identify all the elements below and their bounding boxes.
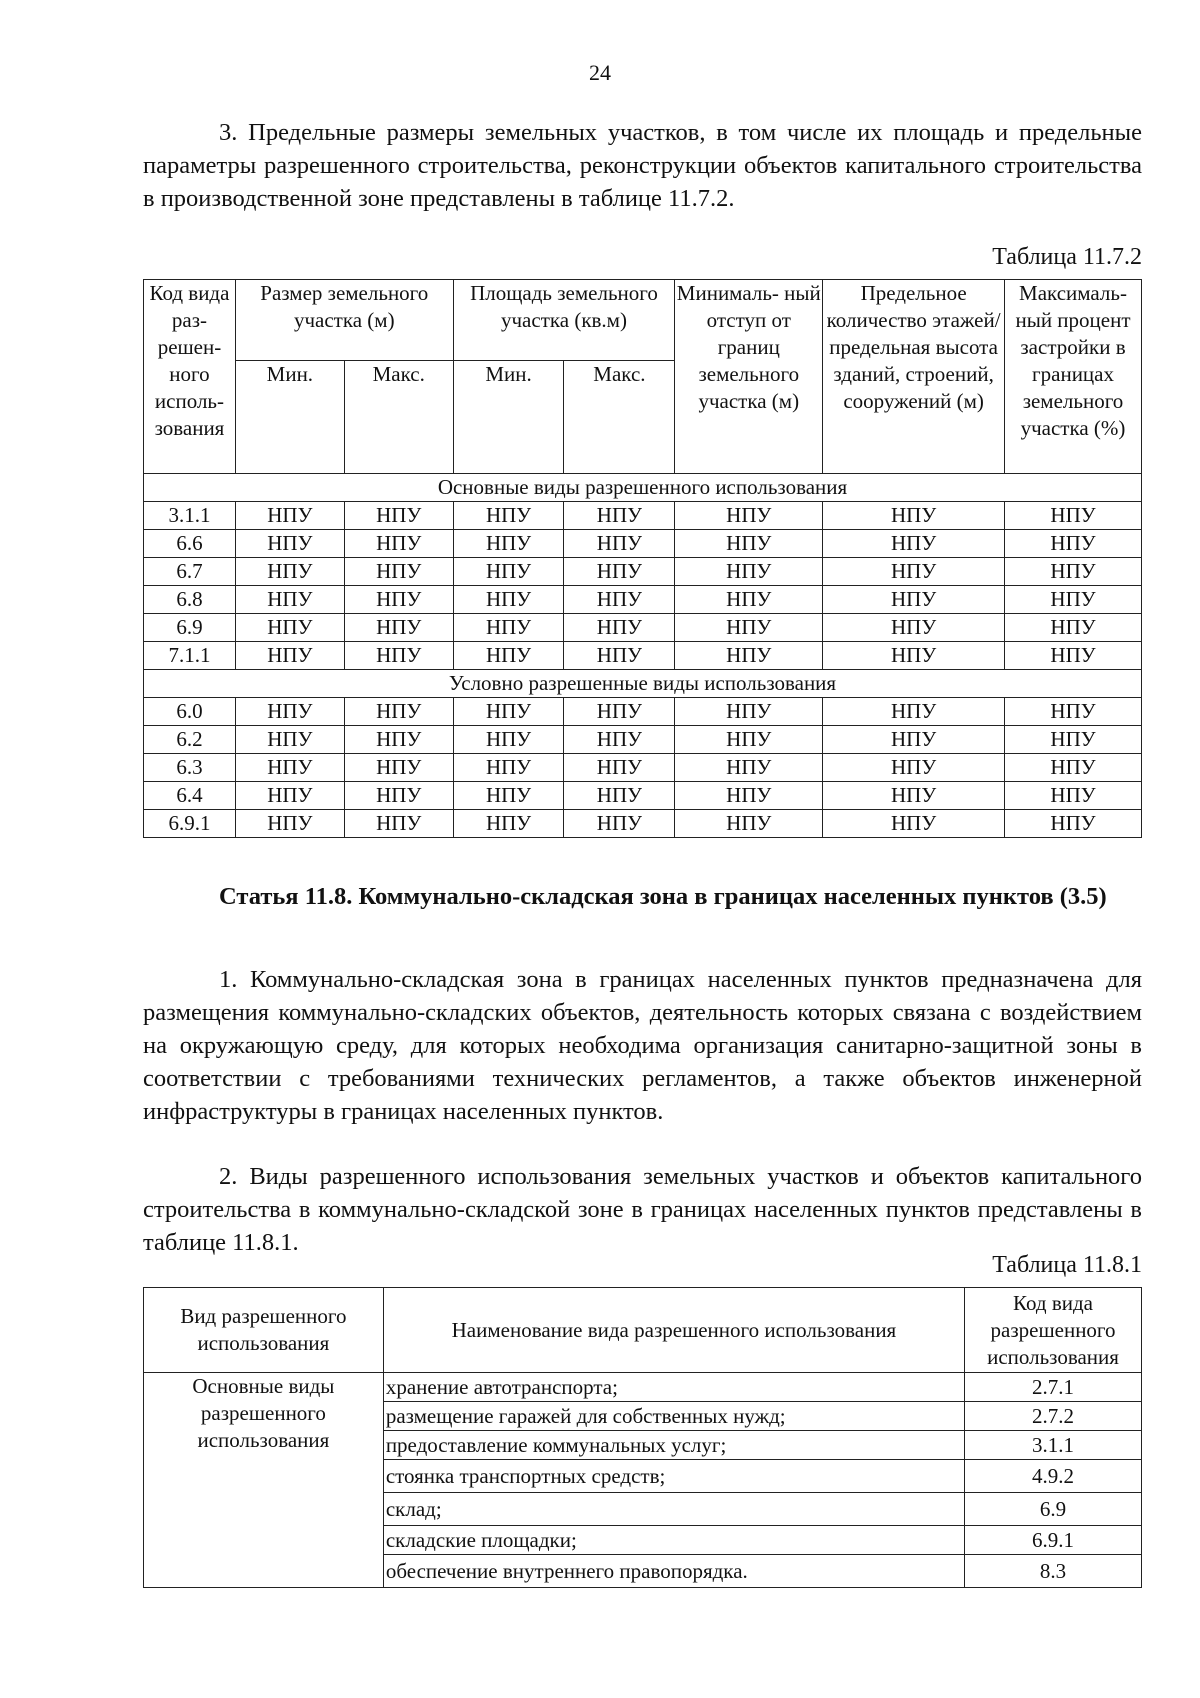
cell: НПУ: [675, 642, 823, 670]
category-main: Основные виды разрешенного использования: [144, 1373, 384, 1588]
cell: НПУ: [823, 586, 1005, 614]
row-code: 6.0: [144, 698, 236, 726]
cell: НПУ: [1005, 530, 1142, 558]
cell: НПУ: [564, 642, 675, 670]
use-code: 3.1.1: [965, 1431, 1142, 1460]
cell: НПУ: [823, 530, 1005, 558]
cell: НПУ: [823, 502, 1005, 530]
cell: НПУ: [564, 698, 675, 726]
table-row: [144, 642, 1142, 670]
cell: НПУ: [1005, 586, 1142, 614]
cell: НПУ: [235, 754, 344, 782]
cell: НПУ: [344, 502, 453, 530]
cell: НПУ: [823, 782, 1005, 810]
cell: НПУ: [235, 782, 344, 810]
cell: НПУ: [564, 810, 675, 838]
cell: НПУ: [453, 558, 564, 586]
use-code: 6.9.1: [965, 1526, 1142, 1555]
table-row: [144, 726, 1142, 754]
cell: НПУ: [564, 614, 675, 642]
cell: НПУ: [344, 754, 453, 782]
header-code: Код вида разрешенного использования: [965, 1288, 1142, 1373]
cell: НПУ: [564, 754, 675, 782]
header-min-setback: Минималь- ный отступ от границ земельного участка (м): [675, 280, 823, 474]
header-area-min: Мин.: [453, 361, 564, 474]
cell: НПУ: [1005, 754, 1142, 782]
use-code: 2.7.2: [965, 1402, 1142, 1431]
section-conditional: Условно разрешенные виды использования: [144, 670, 1142, 698]
section-main: Основные виды разрешенного использования: [144, 474, 1142, 502]
table-row: [144, 698, 1142, 726]
header-plot-area: Площадь земельного участка (кв.м): [453, 280, 675, 361]
header-max-coverage: Максималь- ный процент застройки в границах земельного участка (%): [1005, 280, 1142, 474]
cell: НПУ: [1005, 698, 1142, 726]
use-name: складские площадки;: [383, 1526, 964, 1555]
cell: НПУ: [675, 614, 823, 642]
cell: НПУ: [235, 642, 344, 670]
row-code: 6.4: [144, 782, 236, 810]
cell: НПУ: [675, 586, 823, 614]
cell: НПУ: [1005, 558, 1142, 586]
cell: НПУ: [235, 530, 344, 558]
row-code: 6.2: [144, 726, 236, 754]
cell: НПУ: [344, 726, 453, 754]
cell: НПУ: [675, 782, 823, 810]
row-code: 6.9: [144, 614, 236, 642]
cell: НПУ: [823, 614, 1005, 642]
cell: НПУ: [675, 558, 823, 586]
cell: НПУ: [453, 698, 564, 726]
paragraph-2: 2. Виды разрешенного использования земельных участков и объектов капитального строительства в коммунально-складской зоне в границах населенных пунктов представлены в таблице 11.8.1.: [143, 1163, 1142, 1256]
use-name: предоставление коммунальных услуг;: [383, 1431, 964, 1460]
cell: НПУ: [1005, 782, 1142, 810]
use-name: размещение гаражей для собственных нужд;: [383, 1402, 964, 1431]
cell: НПУ: [453, 782, 564, 810]
cell: НПУ: [823, 754, 1005, 782]
cell: НПУ: [564, 502, 675, 530]
cell: НПУ: [823, 810, 1005, 838]
cell: НПУ: [564, 558, 675, 586]
cell: НПУ: [1005, 642, 1142, 670]
use-name: обеспечение внутреннего правопорядка.: [383, 1555, 964, 1588]
table1-caption: Таблица 11.7.2: [992, 244, 1142, 270]
cell: НПУ: [453, 754, 564, 782]
header-plot-size: Размер земельного участка (м): [235, 280, 453, 361]
cell: НПУ: [344, 530, 453, 558]
row-code: 6.9.1: [144, 810, 236, 838]
table-row: [144, 1373, 1142, 1402]
cell: НПУ: [675, 726, 823, 754]
cell: НПУ: [235, 502, 344, 530]
cell: НПУ: [675, 502, 823, 530]
cell: НПУ: [453, 642, 564, 670]
cell: НПУ: [823, 726, 1005, 754]
cell: НПУ: [675, 698, 823, 726]
cell: НПУ: [453, 810, 564, 838]
cell: НПУ: [235, 810, 344, 838]
cell: НПУ: [344, 586, 453, 614]
header-code: Код вида раз- решен- ного исполь- зования: [144, 280, 236, 474]
cell: НПУ: [344, 558, 453, 586]
header-size-min: Мин.: [235, 361, 344, 474]
cell: НПУ: [823, 698, 1005, 726]
table-row: [144, 558, 1142, 586]
row-code: 7.1.1: [144, 642, 236, 670]
cell: НПУ: [675, 810, 823, 838]
table-row: [144, 614, 1142, 642]
cell: НПУ: [823, 558, 1005, 586]
cell: НПУ: [453, 502, 564, 530]
cell: НПУ: [453, 530, 564, 558]
header-name: Наименование вида разрешенного использования: [383, 1288, 964, 1373]
page-number: 24: [589, 60, 611, 85]
row-code: 6.6: [144, 530, 236, 558]
cell: НПУ: [344, 782, 453, 810]
cell: НПУ: [453, 586, 564, 614]
table2-caption: Таблица 11.8.1: [992, 1252, 1142, 1278]
header-kind: Вид разрешенного использования: [144, 1288, 384, 1373]
cell: НПУ: [564, 586, 675, 614]
cell: НПУ: [1005, 726, 1142, 754]
table-row: [144, 530, 1142, 558]
table-row: [144, 754, 1142, 782]
header-area-max: Макс.: [564, 361, 675, 474]
table-11-8-1: [143, 1287, 1142, 1588]
table-row: [144, 586, 1142, 614]
paragraph-1: 1. Коммунально-складская зона в границах населенных пунктов предназначена для размещения коммунально-складских объектов, деятельность которых связана с воздействием на окружающую среду, для которых необходима организация санитарно-защитной зоны в соответствии с требованиями технических регламентов, а также объектов инженерной инфраструктуры в границах населенных пунктов.: [143, 966, 1142, 1125]
use-code: 8.3: [965, 1555, 1142, 1588]
article-heading: Статья 11.8. Коммунально-складская зона в границах населенных пунктов (3.5): [219, 883, 1107, 910]
row-code: 6.8: [144, 586, 236, 614]
row-code: 6.7: [144, 558, 236, 586]
cell: НПУ: [675, 530, 823, 558]
intro-paragraph: 3. Предельные размеры земельных участков, в том числе их площадь и предельные параметры разрешенного строительства, реконструкции объектов капитального строительства в производственной зоне представлены в таблице 11.7.2.: [143, 119, 1142, 212]
use-name: склад;: [383, 1493, 964, 1526]
cell: НПУ: [453, 614, 564, 642]
table-row: [144, 782, 1142, 810]
cell: НПУ: [564, 726, 675, 754]
cell: НПУ: [564, 530, 675, 558]
cell: НПУ: [1005, 810, 1142, 838]
cell: НПУ: [823, 642, 1005, 670]
table-row: [144, 502, 1142, 530]
header-size-max: Макс.: [344, 361, 453, 474]
cell: НПУ: [235, 614, 344, 642]
cell: НПУ: [453, 726, 564, 754]
table-row: [144, 810, 1142, 838]
cell: НПУ: [564, 782, 675, 810]
use-code: 6.9: [965, 1493, 1142, 1526]
use-name: стоянка транспортных средств;: [383, 1460, 964, 1493]
header-floors: Предельное количество этажей/ предельная высота зданий, строений, сооружений (м): [823, 280, 1005, 474]
cell: НПУ: [675, 754, 823, 782]
cell: НПУ: [344, 698, 453, 726]
row-code: 6.3: [144, 754, 236, 782]
cell: НПУ: [344, 810, 453, 838]
cell: НПУ: [344, 642, 453, 670]
cell: НПУ: [235, 558, 344, 586]
use-code: 2.7.1: [965, 1373, 1142, 1402]
cell: НПУ: [1005, 614, 1142, 642]
cell: НПУ: [235, 726, 344, 754]
table-11-7-2: [143, 279, 1142, 838]
cell: НПУ: [1005, 502, 1142, 530]
use-code: 4.9.2: [965, 1460, 1142, 1493]
cell: НПУ: [344, 614, 453, 642]
row-code: 3.1.1: [144, 502, 236, 530]
use-name: хранение автотранспорта;: [383, 1373, 964, 1402]
cell: НПУ: [235, 586, 344, 614]
cell: НПУ: [235, 698, 344, 726]
